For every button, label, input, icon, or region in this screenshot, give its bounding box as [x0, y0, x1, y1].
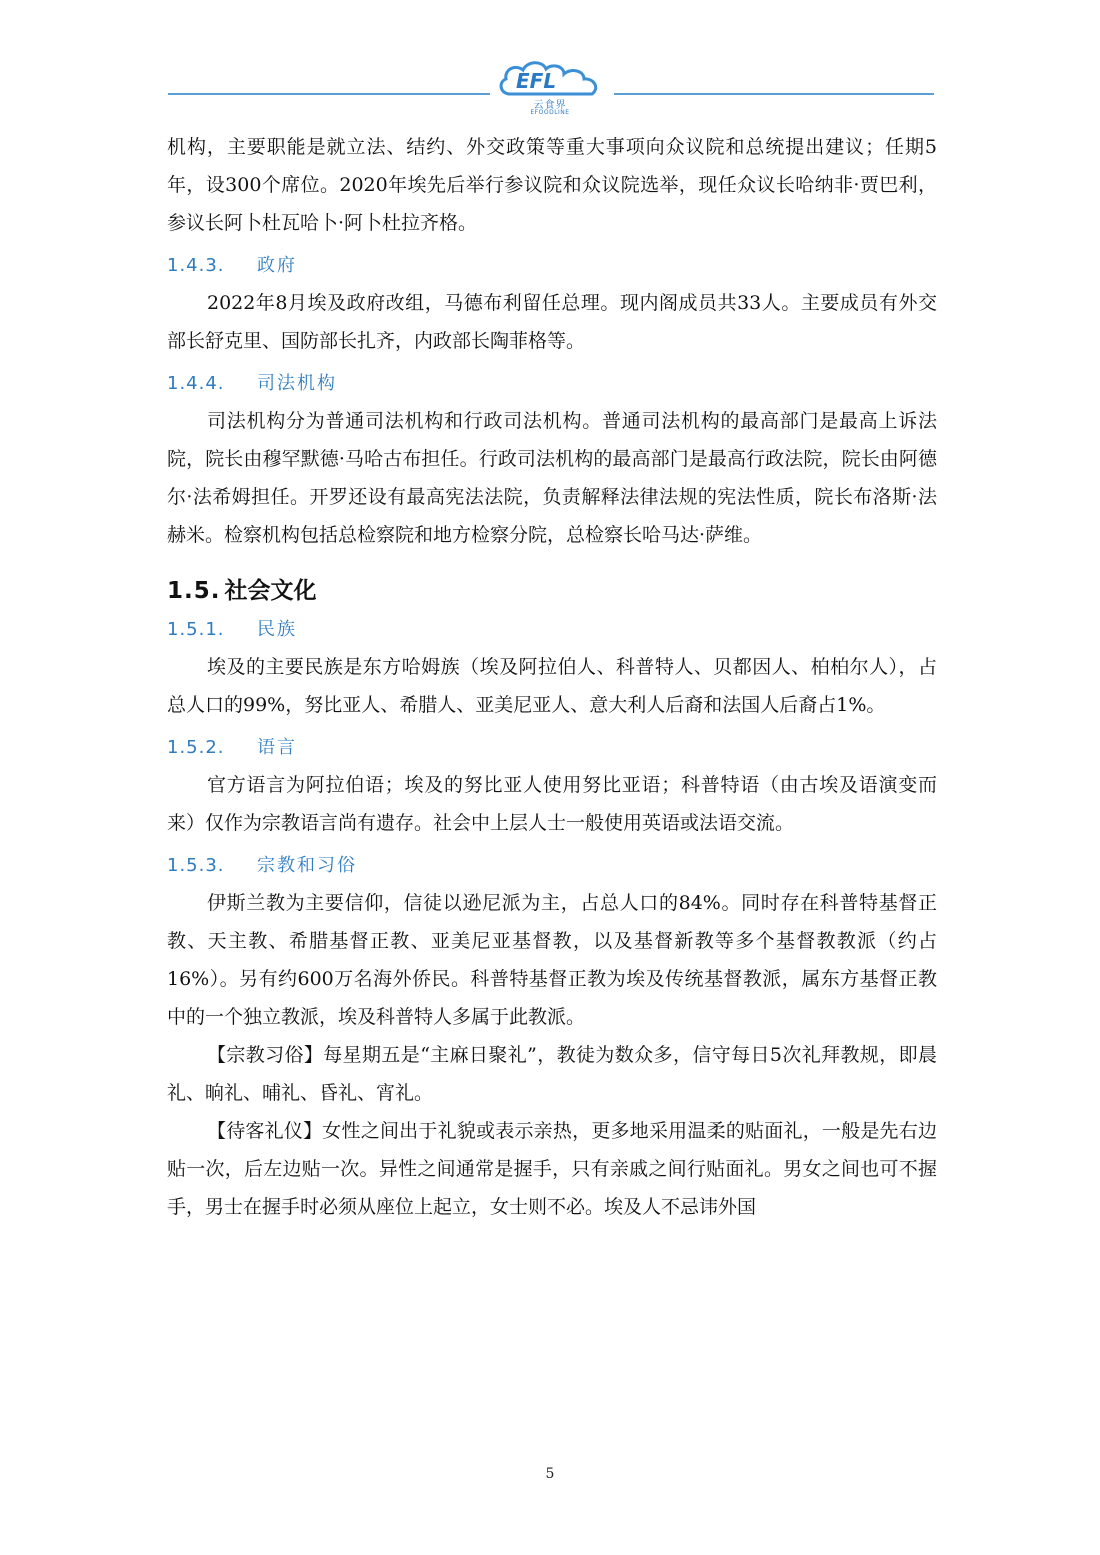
paragraph-judiciary: 司法机构分为普通司法机构和行政司法机构。普通司法机构的最高部门是最高上诉法院，院长由穆罕默德·马哈古布担任。行政司法机构的最高部门是最高行政法院，院长由阿德尔·法希姆担任。开罗还设有最高宪法法院，负责解释法律法规的宪法性质，院长布洛斯·法赫米。检察机构包括总检察院和地方检察分院，总检察长哈马达·萨维。	[167, 410, 937, 546]
logo-text-en: EFOODLINE	[530, 109, 570, 116]
heading-1-4-4	[167, 372, 937, 396]
paragraph-religious-customs: 【宗教习俗】每星期五是“主麻日聚礼”，教徒为数众多，信守每日5次礼拜教规，即晨礼、晌礼、晡礼、昏礼、宵礼。	[167, 1044, 937, 1104]
heading-title: 司法机构	[257, 373, 337, 394]
logo-text-cn: 云食界	[533, 100, 567, 111]
heading-number: 1.5.1.	[167, 619, 225, 640]
heading-title: 语言	[257, 737, 297, 758]
heading-title: 宗教和习俗	[257, 855, 357, 876]
heading-1-5-3	[167, 854, 937, 878]
heading-number: 1.5.	[167, 578, 221, 604]
header-rule-right	[614, 93, 934, 95]
paragraph-legislature-cont: 机构，主要职能是就立法、结约、外交政策等重大事项向众议院和总统提出建议；任期5年，设300个席位。2020年埃先后举行参议院和众议院选举，现任众议长哈纳非·贾巴利，参议长阿卜杜瓦哈卜·阿卜杜拉齐格。	[167, 136, 937, 234]
heading-title: 政府	[257, 255, 297, 276]
paragraph-hospitality-etiquette: 【待客礼仪】女性之间出于礼貌或表示亲热，更多地采用温柔的贴面礼，一般是先右边贴一次，后左边贴一次。异性之间通常是握手，只有亲戚之间行贴面礼。男女之间也可不握手，男士在握手时必须从座位上起立，女士则不必。埃及人不忌讳外国	[167, 1120, 937, 1218]
heading-1-4-3	[167, 254, 937, 278]
heading-1-5	[167, 576, 937, 606]
logo	[496, 58, 604, 120]
paragraph-religion: 伊斯兰教为主要信仰，信徒以逊尼派为主，占总人口的84%。同时存在科普特基督正教、天主教、希腊基督正教、亚美尼亚基督教，以及基督新教等多个基督教教派（约占16%）。另有约600万名海外侨民。科普特基督正教为埃及传统基督教派，属东方基督正教中的一个独立教派，埃及科普特人多属于此教派。	[167, 892, 937, 1028]
heading-title: 民族	[257, 619, 297, 640]
paragraph-language: 官方语言为阿拉伯语；埃及的努比亚人使用努比亚语；科普特语（由古埃及语演变而来）仅作为宗教语言尚有遗存。社会中上层人士一般使用英语或法语交流。	[167, 774, 937, 834]
paragraph-ethnicity: 埃及的主要民族是东方哈姆族（埃及阿拉伯人、科普特人、贝都因人、柏柏尔人），占总人口的99%，努比亚人、希腊人、亚美尼亚人、意大利人后裔和法国人后裔占1%。	[167, 656, 937, 716]
paragraph-government: 2022年8月埃及政府改组，马德布利留任总理。现内阁成员共33人。主要成员有外交部长舒克里、国防部长扎齐，内政部长陶菲格等。	[167, 292, 937, 352]
page-number: 5	[545, 1466, 555, 1482]
page-content	[167, 128, 937, 1226]
logo-mark: EFL	[516, 69, 557, 93]
heading-number: 1.4.3.	[167, 255, 225, 276]
cloud-logo-icon	[496, 58, 604, 98]
heading-1-5-1	[167, 618, 937, 642]
heading-number: 1.5.3.	[167, 855, 225, 876]
heading-number: 1.5.2.	[167, 737, 225, 758]
header-rule-left	[168, 93, 490, 95]
heading-number: 1.4.4.	[167, 373, 225, 394]
heading-1-5-2	[167, 736, 937, 760]
heading-title: 社会文化	[224, 578, 317, 604]
